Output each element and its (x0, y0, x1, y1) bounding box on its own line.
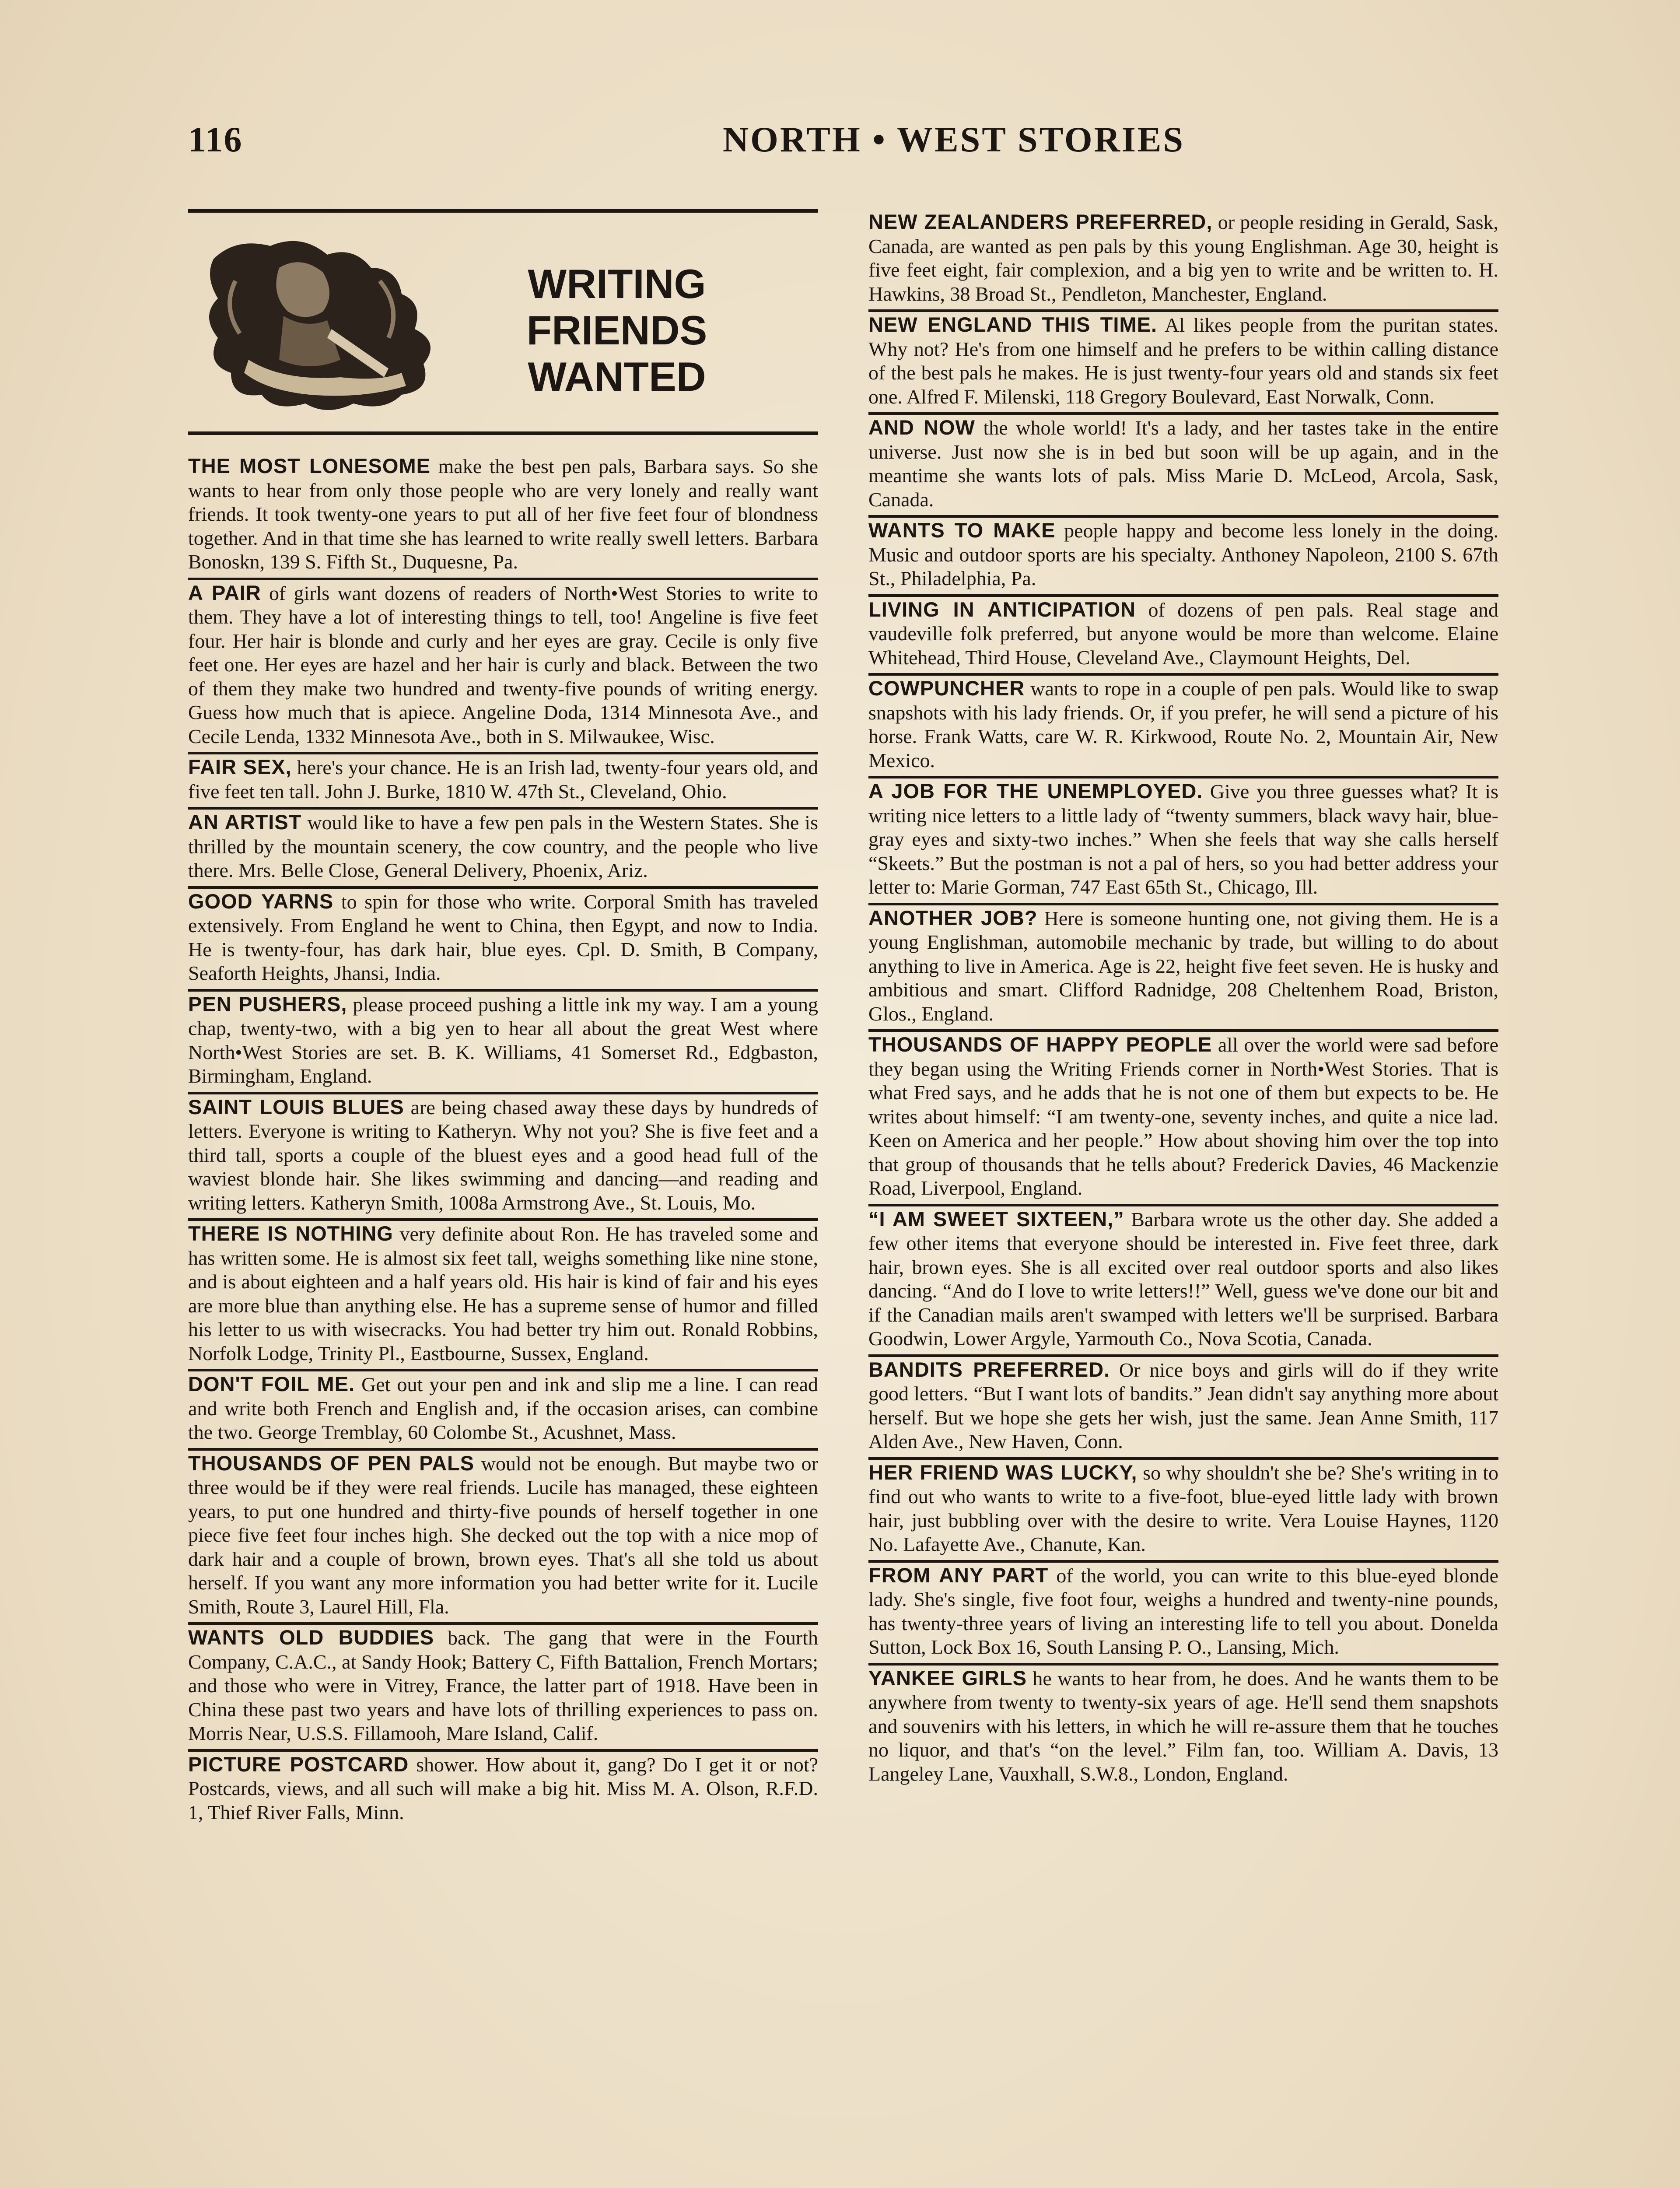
pen-pal-entry (188, 578, 818, 752)
pen-pal-entry (868, 412, 1498, 515)
entry-body: or people residing in Gerald, Sask, Canada, are wanted as pen pals by this young Englishman. Age 30, height is five feet eight, fair complexion, and a big yen to write and be written to. H. Hawkins, 38 Broad St., Pendleton, Manchester, England. (868, 211, 1498, 305)
entry-lead: COWPUNCHER (868, 677, 1025, 700)
entry-lead: NEW ZEALANDERS PREFERRED, (868, 210, 1213, 233)
entry-body: the whole world! It's a lady, and her tastes take in the entire universe. Just now she is in bed but soon will be up again, and in the meantime she wants lots of pals. Miss Marie D. McLeod, Arcola, Sask, Canada. (868, 417, 1498, 511)
feature-title (494, 261, 739, 400)
entry-lead: GOOD YARNS (188, 889, 334, 913)
entry-body: here's your chance. He is an Irish lad, twenty-four years old, and five feet ten tall. John J. Burke, 1810 W. 47th St., Cleveland, Ohio. (188, 756, 818, 803)
entry-body: of girls want dozens of readers of North•West Stories to write to them. They have a lot of interesting things to tell, too! Angeline is five feet four. Her hair is blonde and curly and her eyes are gray. Cecile is only five feet one. Her eyes are hazel and her hair is curly and black. Between the two of them they make two hundred and twenty-five pounds of writing energy. Guess how much that is apiece. Angeline Doda, 1314 Minnesota Ave., and Cecile Lenda, 1332 Minnesota Ave., both in S. Milwaukee, Wisc. (188, 582, 818, 747)
entry-lead: SAINT LOUIS BLUES (188, 1095, 404, 1119)
entry-body: back. The gang that were in the Fourth Company, C.A.C., at Sandy Hook; Battery C, Fifth Battalion, French Mortars; and those who were in Vitrey, France, the latter part of 1918. Have been in China these past two years and have lots of thrilling experiences to pass on. Morris Near, U.S.S. Fillamooh, Mare Island, Calif. (188, 1627, 818, 1744)
left-column (188, 209, 818, 2188)
entry-body: he wants to hear from, he does. And he wants them to be anywhere from twenty to twenty-six years of age. He'll send them snapshots and souvenirs with his letters, in which he will re-assure them that he touches no liquor, and that's “on the level.” Film fan, too. William A. Davis, 13 Langeley Lane, Vauxhall, S.W.8., London, England. (868, 1667, 1498, 1785)
entry-lead: NEW ENGLAND THIS TIME. (868, 313, 1157, 336)
entry-body: Give you three guesses what? It is writing nice letters to a little lady of “twenty summers, black wavy hair, blue-gray eyes and sixty-two inches.” When she feels that way she calls herself “Skeets.” But the postman is not a pal of hers, so you had better address your letter to: Marie Gorman, 747 East 65th St., Chicago, Ill. (868, 780, 1498, 898)
entry-body: would like to have a few pen pals in the Western States. She is thrilled by the mountain scenery, the cow country, and the people who live there. Mrs. Belle Close, General Delivery, Phoenix, Ariz. (188, 811, 818, 881)
pen-pal-entry (188, 752, 818, 807)
pen-pal-entry (188, 1092, 818, 1219)
pen-pal-entry (868, 1354, 1498, 1457)
entry-body: Get out your pen and ink and slip me a line. I can read and write both French and English and, if the occasion arises, can combine the two. George Tremblay, 60 Colombe St., Acushnet, Mass. (188, 1373, 818, 1443)
magazine-title: NORTH • WEST STORIES (722, 119, 1185, 159)
entry-body: very definite about Ron. He has traveled some and has written some. He is almost six feet tall, weighs something like nine stone, and is about eighteen and a half years old. His hair is kind of fair and his eyes are more blue than anything else. He has a supreme sense of humor and filled his letter to us with wisecracks. You had better try him out. Ronald Robbins, Norfolk Lodge, Trinity Pl., Eastbourne, Sussex, England. (188, 1223, 818, 1364)
pen-pal-entry (868, 1663, 1498, 1790)
entry-lead: THE MOST LONESOME (188, 454, 430, 477)
entry-lead: DON'T FOIL ME. (188, 1372, 355, 1396)
entry-lead: PEN PUSHERS, (188, 992, 347, 1016)
entry-lead: A PAIR (188, 581, 261, 604)
entry-lead: A JOB FOR THE UNEMPLOYED. (868, 779, 1203, 803)
entry-body: people happy and become less lonely in the doing. Music and outdoor sports are his specialty. Anthoney Napoleon, 2100 S. 67th St., Philadelphia, Pa. (868, 519, 1498, 589)
pen-pal-entry (868, 515, 1498, 594)
pen-pal-entry (188, 1218, 818, 1369)
pen-pal-entry (188, 1448, 818, 1623)
entry-body: would not be enough. But maybe two or three would be if they were real friends. Lucile has managed, these eighteen years, to put one hundred and thirty-five pounds of herself together in one piece five feet four inches high. She decked out the top with a nice mop of dark hair and a couple of brown, brown eyes. That's all she told us about herself. If you want any more information you had better write for it. Lucile Smith, Route 3, Laurel Hill, Fla. (188, 1452, 818, 1618)
entry-body: of the world, you can write to this blue-eyed blonde lady. She's single, five foot four, weighs a hundred and twenty-nine pounds, has twenty-three years of living an interesting life to tell you about. Donelda Sutton, Lock Box 16, South Lansing P. O., Lansing, Mich. (868, 1564, 1498, 1658)
entry-lead: LIVING IN ANTICIPATION (868, 597, 1136, 621)
feature-title-line: WRITING (528, 261, 706, 307)
feature-title-line: FRIENDS (526, 307, 707, 353)
entry-lead: FAIR SEX, (188, 755, 292, 778)
pen-pal-entry (868, 1457, 1498, 1560)
pen-pal-entry (188, 1749, 818, 1828)
pen-pal-entry (188, 807, 818, 886)
pen-pal-entry (868, 209, 1498, 309)
page-number: 116 (188, 119, 243, 159)
entry-body: please proceed pushing a little ink my way. I am a young chap, twenty-two, with a big yen to hear all about the great West where North•West Stories are set. B. K. Williams, 41 Somerset Rd., Edgbaston, Birmingham, England. (188, 993, 818, 1087)
entry-lead: THERE IS NOTHING (188, 1222, 393, 1245)
pen-pal-entry (868, 673, 1498, 776)
entry-lead: THOUSANDS OF PEN PALS (188, 1451, 475, 1475)
entry-lead: THOUSANDS OF HAPPY PEOPLE (868, 1033, 1212, 1056)
entry-lead: PICTURE POSTCARD (188, 1752, 409, 1776)
pen-pal-entry (868, 1560, 1498, 1663)
pen-pal-entry (868, 309, 1498, 412)
entry-lead: WANTS TO MAKE (868, 519, 1056, 542)
entry-body: wants to rope in a couple of pen pals. Would like to swap snapshots with his lady friends. Or, if you prefer, he will send a picture of his horse. Frank Watts, care W. R. Kirkwood, Route No. 2, Mountain Air, New Mexico. (868, 677, 1498, 771)
entry-body: Here is someone hunting one, not giving them. He is a young Englishman, automobile mechanic by trade, but willing to do about anything to live in America. Age is 22, height five feet seven. He is husky and ambitious and smart. Clifford Radnidge, 208 Cheltenhem Road, Briston, Glos., England. (868, 907, 1498, 1025)
entry-lead: BANDITS PREFERRED. (868, 1357, 1110, 1381)
pen-pal-entry (188, 989, 818, 1092)
entry-body: are being chased away these days by hundreds of letters. Everyone is writing to Katheryn. Why not you? She is five feet and a third tall, sports a couple of the bluest eyes and a good head full of the waviest blonde hair. She likes swimming and dancing—and reading and writing letters. Katheryn Smith, 1008a Armstrong Ave., St. Louis, Mo. (188, 1096, 818, 1214)
entry-body: of dozens of pen pals. Real stage and vaudeville folk preferred, but anyone would be more than welcome. Elaine Whitehead, Third House, Cleveland Ave., Claymount Heights, Del. (868, 598, 1498, 669)
pen-pal-entry (188, 1369, 818, 1448)
entry-lead: YANKEE GIRLS (868, 1666, 1027, 1690)
feature-heading (188, 209, 818, 435)
entry-body: shower. How about it, gang? Do I get it or not? Postcards, views, and all such will make a big hit. Miss M. A. Olson, R.F.D. 1, Thief River Falls, Minn. (188, 1753, 818, 1823)
entry-lead: HER FRIEND WAS LUCKY, (868, 1460, 1138, 1484)
entry-lead: FROM ANY PART (868, 1563, 1049, 1587)
pen-pal-entry (188, 1622, 818, 1749)
entry-body: make the best pen pals, Barbara says. So she wants to hear from only those people who are very lonely and really want friends. It took twenty-one years to put all of her five feet four of blondness together. And in that time she has learned to write really swell letters. Barbara Bonoskn, 139 S. Fifth St., Duquesne, Pa. (188, 455, 818, 573)
entry-body: Al likes people from the puritan states. Why not? He's from one himself and he prefers to be within calling distance of the best pals he makes. He is just twenty-four years old and stands six feet one. Alfred F. Milenski, 118 Gregory Boulevard, East Norwalk, Conn. (868, 314, 1498, 408)
pen-pal-entry (868, 1029, 1498, 1204)
pen-pal-entry (868, 776, 1498, 903)
entry-lead: “I AM SWEET SIXTEEN,” (868, 1207, 1124, 1231)
pen-pal-entry (868, 903, 1498, 1030)
woodsman-writing-icon (196, 228, 467, 417)
entry-body: so why shouldn't she be? She's writing in to find out who wants to write to a five-foot, blue-eyed little lady with brown hair, just bubbling over with the desire to write. Vera Louise Haynes, 1120 No. Lafayette Ave., Chanute, Kan. (868, 1461, 1498, 1555)
entry-lead: AN ARTIST (188, 810, 302, 834)
entry-body: all over the world were sad before they began using the Writing Friends corner in North•West Stories. That is what Fred says, and he adds that he is not one of them but expects to be. He writes about himself: “I am twenty-one, seventy inches, and quite a nice lad. Keen on America and her people.” How about shoving him over the top into that group of thousands that he tells about? Frederick Davies, 46 Mackenzie Road, Liverpool, England. (868, 1034, 1498, 1199)
pen-pal-entry (868, 1204, 1498, 1354)
entry-body: to spin for those who write. Corporal Smith has traveled extensively. From England he went to China, then Egypt, and now to India. He is twenty-four, has dark hair, blue eyes. Cpl. D. Smith, B Company, Seaforth Heights, Jhansi, India. (188, 890, 818, 984)
running-head (188, 119, 1518, 167)
entry-lead: AND NOW (868, 416, 975, 439)
pen-pal-entry (868, 594, 1498, 673)
entry-lead: WANTS OLD BUDDIES (188, 1626, 434, 1649)
pen-pal-entry (188, 453, 818, 578)
entry-body: Barbara wrote us the other day. She added a few other items that everyone should be interested in. Five feet three, dark hair, brown eyes. She is all excited over real outdoor sports and also likes dancing. “And do I love to write letters!!” Well, guess we've done our bit and if the Canadian mails aren't swamped with letters we'll be surprised. Barbara Goodwin, Lower Argyle, Yarmouth Co., Nova Scotia, Canada. (868, 1208, 1498, 1350)
entry-body: Or nice boys and girls will do if they write good letters. “But I want lots of bandits.” Jean didn't say anything more about herself. But we hope she gets her wish, just the same. Jean Anne Smith, 117 Alden Ave., New Haven, Conn. (868, 1358, 1498, 1452)
pen-pal-entry (188, 886, 818, 989)
entry-lead: ANOTHER JOB? (868, 906, 1038, 929)
feature-title-line: WANTED (528, 354, 706, 400)
right-column (868, 209, 1498, 2188)
